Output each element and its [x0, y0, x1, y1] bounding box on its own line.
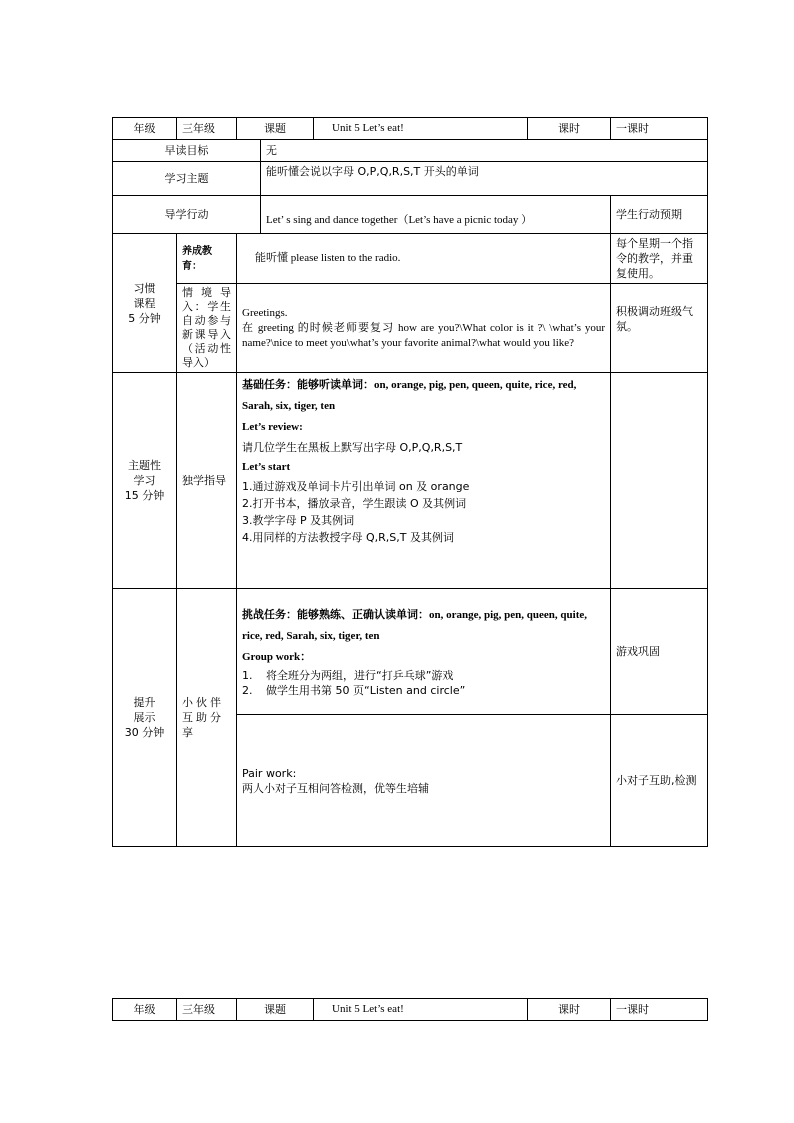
guide-row: [113, 196, 708, 234]
show-row-1: [113, 589, 708, 715]
habit-sub1-expect: 每个星期一个指令的教学，并重复使用。: [611, 234, 708, 284]
pair-work-text: 两人小对子互相问答检测，优等生培辅: [242, 781, 429, 795]
habit-sub2-expect: 积极调动班级气氛。: [611, 284, 708, 373]
next-topic-value: Unit 5 Let’s eat!: [314, 999, 528, 1021]
group-item-1: [242, 668, 605, 683]
habit-sub2-content: [237, 284, 611, 373]
step-1: 1.通过游戏及单词卡片引出单词 on 及 orange: [242, 480, 470, 493]
group-item-2: [242, 683, 605, 698]
theme-value: 能听懂会说以字母 O,P,Q,R,S,T 开头的单词: [261, 162, 708, 196]
step-3: 3.教学字母 P 及其例词: [242, 514, 355, 527]
group-work-title: Group work：: [242, 651, 312, 663]
review-text: 请几位学生在黑板上默写出字母 O,P,Q,R,S,T: [242, 441, 463, 454]
habit-row-2: [113, 284, 708, 373]
theme-label: 学习主题: [113, 162, 261, 196]
topic-study-content: [237, 373, 611, 589]
challenge-task: 挑战任务：能够熟练、正确认读单词：on, orange, pig, pen, queen, quite, rice, red, Sarah, six, tiger, ten: [242, 609, 587, 642]
next-header-row: [113, 999, 708, 1021]
next-page-header-table: [112, 998, 708, 1021]
lesson-plan-table: [112, 117, 708, 847]
theme-row: [113, 162, 708, 196]
habit-row-1: [113, 234, 708, 284]
show-section-label: 提升 展示 30 分钟: [113, 589, 177, 847]
next-period-label: 课时: [528, 999, 611, 1021]
group-item-1-num: 1.: [242, 669, 253, 682]
group-item-1-text: 将全班分为两组，进行“打乒乓球”游戏: [266, 669, 454, 682]
grade-label: 年级: [113, 118, 177, 140]
period-value: 一课时: [611, 118, 708, 140]
topic-study-expect: [611, 373, 708, 589]
habit-section-label: 习惯 课程 5 分钟: [113, 234, 177, 373]
show-group-content: [237, 589, 611, 715]
step-2: 2.打开书本，播放录音，学生跟读 O 及其例词: [242, 497, 467, 510]
show-sub-label: 小伙伴互助分享: [177, 589, 237, 847]
topic-label: 课题: [237, 118, 314, 140]
next-topic-label: 课题: [237, 999, 314, 1021]
morning-row: [113, 140, 708, 162]
expect-label: 学生行动预期: [611, 196, 708, 234]
habit-sub1-label: 养成教育：: [177, 234, 237, 284]
grade-value: 三年级: [177, 118, 237, 140]
habit-greetings: Greetings.: [242, 306, 288, 319]
next-period-value: 一课时: [611, 999, 708, 1021]
header-row: [113, 118, 708, 140]
pair-expect: 小对子互助,检测: [611, 715, 708, 847]
group-item-2-num: 2.: [242, 684, 253, 697]
topic-study-sub-label: 独学指导: [177, 373, 237, 589]
topic-study-row: [113, 373, 708, 589]
guide-label: 导学行动: [113, 196, 261, 234]
habit-greeting-questions: 在 greeting 的时候老师要复习 how are you?\What color is it ?\ \what’s your name?\nice to meet you\what’s your favorite animal?\what would you like?: [242, 321, 605, 349]
topic-study-section-label: 主题性 学习 15 分钟: [113, 373, 177, 589]
guide-value: Let’ s sing and dance together（Let’s have a picnic today ）: [261, 196, 611, 234]
habit-sub1-content: 能听懂 please listen to the radio.: [237, 234, 611, 284]
period-label: 课时: [528, 118, 611, 140]
start-title: Let’s start: [242, 461, 291, 473]
group-expect: 游戏巩固: [611, 589, 708, 715]
morning-value: 无: [261, 140, 708, 162]
basic-task: 基础任务：能够听读单词：on, orange, pig, pen, queen, quite, rice, red, Sarah, six, tiger, ten: [242, 379, 577, 412]
pair-work-title: Pair work:: [242, 766, 297, 780]
morning-label: 早读目标: [113, 140, 261, 162]
step-4: 4.用同样的方法教授字母 Q,R,S,T 及其例词: [242, 531, 454, 544]
show-pair-content: [237, 715, 611, 847]
topic-value: Unit 5 Let’s eat!: [314, 118, 528, 140]
next-grade-label: 年级: [113, 999, 177, 1021]
review-title: Let’s review:: [242, 421, 303, 433]
habit-sub2-label: 情境导入：学生自动参与新课导入（活动性导入）: [177, 284, 237, 373]
group-item-2-text: 做学生用书第 50 页“Listen and circle”: [266, 684, 466, 697]
next-grade-value: 三年级: [177, 999, 237, 1021]
